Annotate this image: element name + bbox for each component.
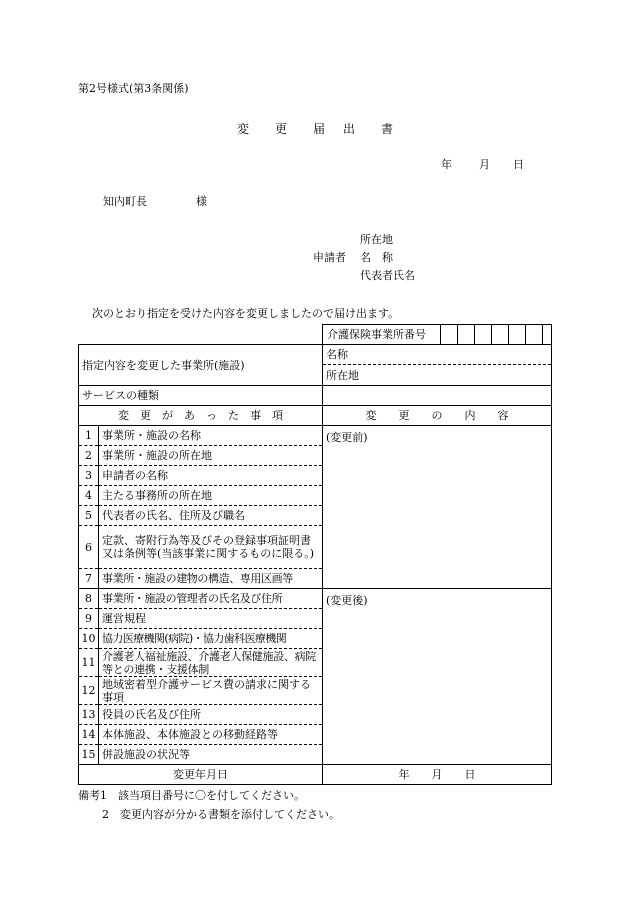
item-number[interactable]: 11 [79, 649, 99, 677]
item-text: 事業所・施設の管理者の氏名及び住所 [99, 589, 323, 609]
digit-box[interactable] [457, 325, 474, 344]
content-header-label: 変 更 の 内 容 [365, 409, 509, 422]
addressee-honorific: 様 [196, 195, 207, 208]
item-text: 代表者の氏名、住所及び職名 [99, 506, 323, 526]
title-char: 出 [343, 122, 356, 136]
title-char: 書 [381, 122, 394, 136]
facility-address-label: 所在地 [326, 368, 359, 382]
change-form-table [78, 324, 552, 785]
items-header [79, 406, 323, 426]
digit-box[interactable] [491, 325, 508, 344]
item-text: 運営規程 [99, 609, 323, 629]
facility-name-cell[interactable] [323, 345, 552, 365]
facility-name-label: 名称 [326, 348, 348, 361]
digit-box[interactable] [525, 325, 542, 344]
item-text: 介護老人福祉施設、介護老人保健施設、病院等との連携・支援体制 [99, 649, 323, 677]
item-number[interactable]: 15 [79, 745, 99, 765]
item-text: 定款、寄附行為等及びその登録事項証明書又は条例等(当該事業に関するものに限る。) [99, 526, 323, 569]
note-1: 備考1 該当項目番号に〇を付してください。 [78, 789, 305, 802]
facility-address-cell[interactable] [323, 365, 552, 386]
after-label: (変更後) [326, 594, 368, 607]
change-date-value: 年 月 日 [398, 768, 476, 781]
before-content-cell[interactable] [323, 426, 552, 589]
item-number[interactable]: 2 [79, 446, 99, 466]
applicant-address-label: 所在地 [360, 233, 393, 246]
after-content-cell[interactable] [323, 589, 552, 765]
item-text: 事業所・施設の所在地 [99, 446, 323, 466]
item-text: 申請者の名称 [99, 466, 323, 486]
blank-cell [79, 325, 323, 345]
title-char: 更 [274, 122, 287, 136]
items-header-label: 変 更 が あ っ た 事 項 [118, 409, 283, 422]
jigyosho-number-label: 介護保険事業所番号 [327, 328, 426, 341]
change-date-input[interactable] [323, 765, 552, 785]
intro-text: 次のとおり指定を受けた内容を変更しましたので届け出ます。 [92, 307, 400, 320]
digit-box[interactable] [542, 325, 552, 344]
item-number[interactable]: 3 [79, 466, 99, 486]
item-number[interactable]: 10 [79, 629, 99, 649]
item-number[interactable]: 5 [79, 506, 99, 526]
service-type-cell [79, 386, 323, 406]
item-number[interactable]: 8 [79, 589, 99, 609]
change-date-label-cell [79, 765, 323, 785]
service-type-label: サービスの種類 [82, 389, 159, 402]
item-number[interactable]: 14 [79, 725, 99, 745]
item-text: 主たる事務所の所在地 [99, 486, 323, 506]
digit-box[interactable] [508, 325, 525, 344]
document-title [0, 120, 630, 137]
applicant-name-label: 名 称 [360, 251, 393, 264]
form-number: 第2号様式(第3条関係) [78, 82, 189, 95]
item-number[interactable]: 4 [79, 486, 99, 506]
facility-label-cell [79, 345, 323, 386]
service-type-input[interactable] [323, 386, 552, 406]
item-text: 事業所・施設の建物の構造、専用区画等 [99, 569, 323, 589]
before-label: (変更前) [326, 431, 368, 444]
digit-box[interactable] [440, 325, 457, 344]
title-char: 変 [236, 122, 249, 136]
date-day-label: 日 [513, 158, 524, 171]
item-number[interactable]: 7 [79, 569, 99, 589]
digit-box[interactable] [474, 325, 491, 344]
change-date-label: 変更年月日 [173, 768, 228, 781]
date-year-label: 年 [441, 158, 452, 171]
item-number[interactable]: 9 [79, 609, 99, 629]
note-2: 2 変更内容が分かる書類を添付してください。 [102, 808, 340, 821]
item-number[interactable]: 1 [79, 426, 99, 446]
title-char: 届 [312, 122, 325, 136]
applicant-label: 申請者 [313, 251, 346, 264]
item-number[interactable]: 13 [79, 705, 99, 725]
item-text: 併設施設の状況等 [99, 745, 323, 765]
facility-label: 指定内容を変更した事業所(施設) [82, 358, 245, 372]
applicant-rep-label: 代表者氏名 [360, 269, 415, 282]
jigyosho-number-row [323, 325, 552, 345]
item-text: 事業所・施設の名称 [99, 426, 323, 446]
addressee-name: 知内町長 [103, 195, 147, 208]
item-text: 役員の氏名及び住所 [99, 705, 323, 725]
item-text: 本体施設、本体施設との移動経路等 [99, 725, 323, 745]
item-text: 協力医療機関(病院)・協力歯科医療機関 [99, 629, 323, 649]
item-number[interactable]: 12 [79, 677, 99, 705]
item-text: 地域密着型介護サービス費の請求に関する事項 [99, 677, 323, 705]
item-number[interactable]: 6 [79, 526, 99, 569]
date-month-label: 月 [479, 158, 490, 171]
content-header [323, 406, 552, 426]
